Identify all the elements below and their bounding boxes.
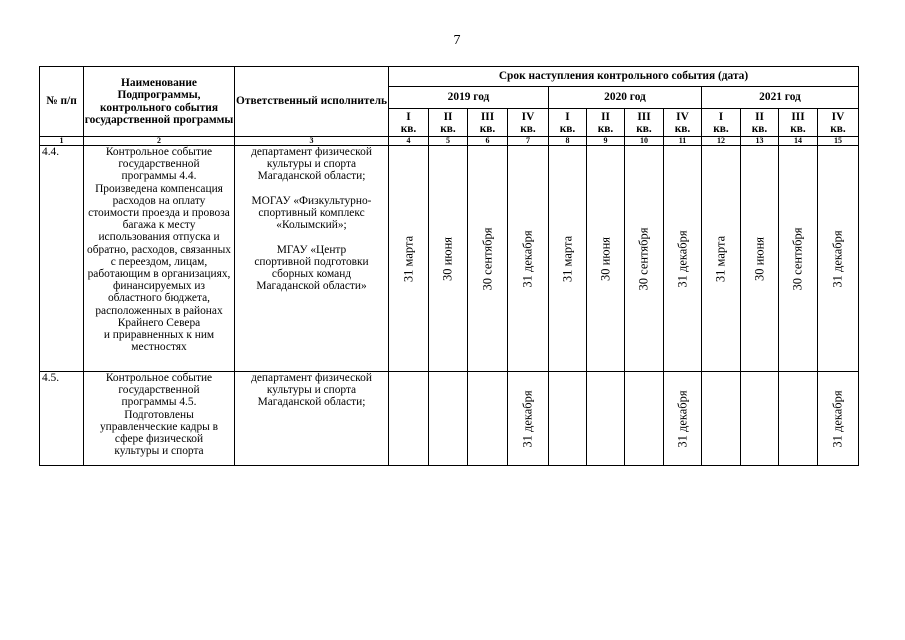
deadline-date: 31 декабря [675,389,689,448]
quarter-roman: IV [676,110,689,123]
responsible-line: Магаданской области; [257,396,366,409]
column-number: 15 [818,137,859,146]
event-name-line: сфере физической [114,433,204,446]
deadline-cell [508,372,549,466]
event-name-line: Подготовлены [124,408,194,421]
quarter-roman: II [601,110,610,123]
event-name-line: стоимости проезда и провоза [88,207,230,220]
quarter-abbr: кв. [440,122,456,135]
event-name-line: областного бюджета, [107,292,211,305]
deadline-date: 31 декабря [830,389,845,448]
deadline-cell [389,372,429,466]
deadline-cell [741,372,779,466]
header-year-2021: 2021 год [702,87,859,109]
deadline-date: 31 декабря [675,229,689,288]
column-number: 13 [741,137,779,146]
deadline-cell [549,372,587,466]
deadline-date: 30 сентября [480,227,494,290]
event-name-line: Контрольное событие [105,146,213,158]
quarter-roman: II [443,110,453,123]
column-number: 9 [587,137,625,146]
responsible-line: МГАУ «Центр [276,243,347,256]
deadline-cell [549,146,587,372]
event-name-line: культуры и спорта [114,445,204,458]
deadline-date: 31 марта [401,235,415,282]
responsible-line: сборных команд [271,268,352,281]
deadline-cell [818,372,859,466]
quarter-roman: IV [831,110,845,123]
responsible-line: департамент физической [251,372,372,384]
row-number: 4.5. [40,372,84,466]
event-name-line: Крайнего Севера [117,316,201,329]
deadline-date: 31 марта [713,235,728,282]
deadline-cell [664,372,702,466]
event-name [84,146,235,372]
responsible-line: культуры и спорта [266,384,357,397]
event-name-line: программы 4.4. [121,170,197,183]
responsible-executor [235,146,389,372]
header-quarter [389,109,429,137]
quarter-roman: I [406,110,411,123]
control-events-table [39,66,859,466]
header-quarter [549,109,587,137]
responsible-line [235,183,388,195]
column-number: 7 [508,137,549,146]
header-name: Наименование Подпрограммы, контрольного события государственной программы [84,67,235,137]
header-quarter [741,109,779,137]
quarter-roman: IV [521,110,535,123]
event-name [84,372,235,466]
row-number: 4.4. [40,146,84,372]
header-quarter [702,109,741,137]
column-number: 14 [779,137,818,146]
event-name-line: управленческие кадры в [99,420,219,433]
quarter-abbr: кв. [713,122,729,135]
deadline-cell [702,372,741,466]
deadline-cell [587,372,625,466]
deadline-cell [702,146,741,372]
table-row [40,372,859,466]
quarter-abbr: кв. [674,122,691,135]
column-number: 5 [429,137,468,146]
deadline-cell [389,146,429,372]
deadline-cell [587,146,625,372]
event-name-line: обратно, расходов, связанных [87,243,231,256]
responsible-line: департамент физической [251,146,372,158]
event-name-line: использования отпуска и [98,231,220,244]
deadline-cell [429,146,468,372]
deadline-date: 31 декабря [520,389,535,448]
quarter-roman: III [791,110,805,123]
event-name-line: и приравненных к ним [103,329,215,342]
deadline-cell [779,372,818,466]
quarter-roman: III [637,110,651,123]
responsible-line: спортивный комплекс [258,207,365,220]
column-number: 6 [468,137,508,146]
column-number: 8 [549,137,587,146]
deadline-cell [818,146,859,372]
column-number: 12 [702,137,741,146]
column-number: 2 [84,137,235,146]
deadline-cell [625,146,664,372]
quarter-abbr: кв. [830,122,846,135]
quarter-roman: III [480,110,495,123]
header-quarter [625,109,664,137]
quarter-abbr: кв. [559,122,576,135]
deadline-date: 30 июня [598,236,612,281]
header-quarter [664,109,702,137]
event-name-line: финансируемых из [112,280,206,293]
header-quarter [779,109,818,137]
deadline-cell [625,372,664,466]
column-number: 4 [389,137,429,146]
event-name-line: расходов на оплату [112,194,206,207]
column-number: 1 [40,137,84,146]
quarter-abbr: кв. [479,122,496,135]
quarter-abbr: кв. [520,122,536,135]
page-number: 7 [453,33,461,48]
quarter-roman: II [755,110,764,123]
header-year-2019: 2019 год [389,87,549,109]
quarter-roman: I [718,110,724,123]
header-responsible: Ответственный исполнитель [235,67,389,137]
header-quarter [468,109,508,137]
deadline-cell [779,146,818,372]
responsible-line: МОГАУ «Физкультурно- [251,194,372,207]
header-quarter [818,109,859,137]
quarter-abbr: кв. [790,122,806,135]
responsible-line: Магаданской области; [257,170,366,183]
event-name-line: программы 4.5. [121,396,197,409]
deadline-date: 31 декабря [830,229,845,288]
header-quarter [508,109,549,137]
header-quarter [429,109,468,137]
responsible-executor [235,372,389,466]
column-number: 3 [235,137,389,146]
event-name-line: Произведена компенсация [95,182,223,195]
responsible-line: спортивной подготовки [254,255,369,268]
header-quarter [587,109,625,137]
deadline-date: 30 июня [440,236,455,281]
responsible-line [235,231,388,243]
deadline-cell [741,146,779,372]
event-name-line: расположенных в районах [95,304,223,317]
table-row [40,146,859,372]
header-term: Срок наступления контрольного события (дата) [389,67,859,87]
deadline-cell [429,372,468,466]
deadline-date: 31 декабря [520,229,535,288]
event-name-line: с переездом, лицам, [110,255,208,268]
event-name-line: Контрольное событие [105,372,213,384]
deadline-cell [468,146,508,372]
column-number: 11 [664,137,702,146]
event-name-line: государственной [118,158,200,171]
quarter-abbr: кв. [751,122,768,135]
responsible-line: культуры и спорта [266,158,357,171]
event-name-line: местностях [131,341,187,354]
quarter-abbr: кв. [400,122,417,135]
event-name-line: работающим в организациях, [87,268,231,281]
event-name-line: государственной [118,384,200,397]
deadline-date: 31 марта [560,235,574,282]
quarter-roman: I [565,110,570,123]
event-name-line: багажа к месту [122,219,196,232]
deadline-date: 30 сентября [790,227,805,290]
deadline-date: 30 июня [752,236,766,281]
quarter-abbr: кв. [597,122,614,135]
deadline-cell [468,372,508,466]
deadline-cell [508,146,549,372]
quarter-abbr: кв. [636,122,652,135]
header-no: № п/п [40,67,84,137]
header-year-2020: 2020 год [549,87,702,109]
deadline-date: 30 сентября [636,227,651,290]
deadline-cell [664,146,702,372]
column-number: 10 [625,137,664,146]
responsible-line: «Колымский»; [276,219,347,232]
responsible-line: Магаданской области» [256,280,367,293]
